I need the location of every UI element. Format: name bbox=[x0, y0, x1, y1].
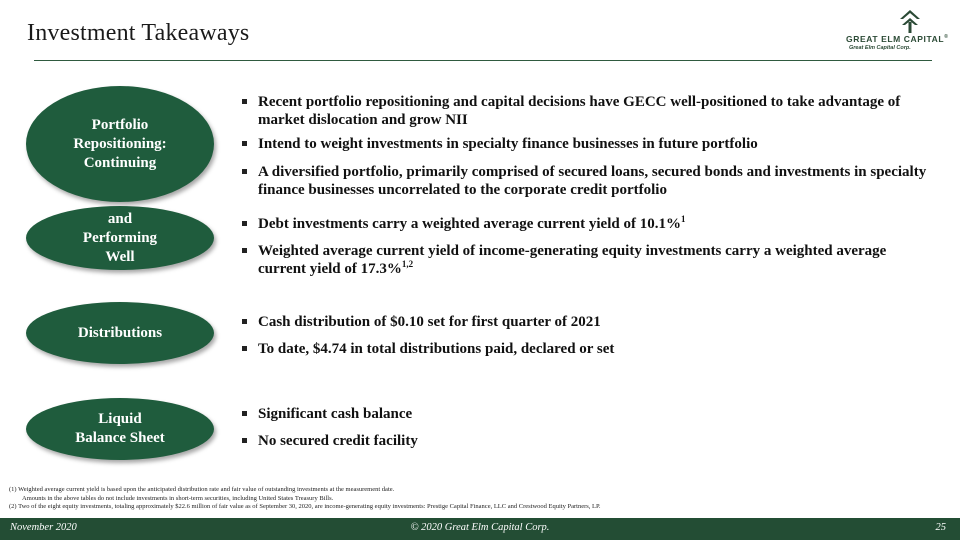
bullet-item: No secured credit facility bbox=[240, 432, 930, 450]
footnote-1-continued: Amounts in the above tables do not include investments in short-term securities, including United States Treasury Bills. bbox=[22, 494, 334, 502]
oval-label: and Performing Well bbox=[82, 210, 158, 265]
footer-copyright: © 2020 Great Elm Capital Corp. bbox=[410, 522, 550, 533]
title-divider bbox=[34, 60, 932, 61]
footnotes bbox=[9, 486, 949, 512]
performing-well-oval bbox=[26, 206, 214, 270]
elm-chevron-logo-icon bbox=[898, 8, 922, 34]
page-title: Investment Takeaways bbox=[27, 20, 250, 46]
oval-label: Liquid Balance Sheet bbox=[75, 411, 165, 446]
logo-subtitle: Great Elm Capital Corp. bbox=[849, 45, 911, 51]
logo-wordmark: GREAT ELM CAPITAL® bbox=[846, 34, 949, 44]
bullet-item: Intend to weight investments in specialty finance businesses in future portfolio bbox=[240, 135, 930, 153]
bullet-item: Cash distribution of $0.10 set for first quarter of 2021 bbox=[240, 313, 930, 331]
footnote-1: (1) Weighted average current yield is based upon the anticipated distribution rate and fair value of outstanding investments at the measurement date. bbox=[9, 486, 395, 493]
oval-label: Distributions bbox=[77, 324, 163, 341]
footer-bar bbox=[0, 518, 960, 540]
bullet-item: Debt investments carry a weighted average current yield of 10.1%$^1$ bbox=[240, 215, 930, 233]
footer-date: November 2020 bbox=[10, 522, 77, 533]
footnote-2: (2) Two of the eight equity investments, totaling approximately $22.6 million of fair value as of September 30, 2020, are income-generating equity investments: Prestige Capital Finance, LLC and Crestwood Equity Partners, LP. bbox=[9, 503, 601, 510]
distributions-oval bbox=[26, 302, 214, 364]
performing-bullets bbox=[240, 215, 930, 278]
distribution-bullets bbox=[240, 313, 930, 358]
liquid-balance-sheet-oval bbox=[26, 398, 214, 460]
bullet-item: Weighted average current yield of income-generating equity investments carry a weighted average current yield of 17.3%$^{1,2}$ bbox=[240, 242, 930, 278]
company-logo bbox=[846, 8, 956, 54]
liquidity-bullets bbox=[240, 405, 930, 450]
bullet-item: To date, $4.74 in total distributions paid, declared or set bbox=[240, 340, 930, 358]
oval-label: Portfolio Repositioning: Continuing bbox=[73, 116, 167, 171]
portfolio-bullets bbox=[240, 93, 930, 199]
page-number: 25 bbox=[935, 522, 946, 533]
bullet-item: Significant cash balance bbox=[240, 405, 930, 423]
bullet-item: Recent portfolio repositioning and capital decisions have GECC well-positioned to take advantage of market dislocation and grow NII bbox=[240, 93, 930, 129]
portfolio-repositioning-oval bbox=[26, 86, 214, 202]
bullet-item: A diversified portfolio, primarily comprised of secured loans, secured bonds and investments in specialty finance businesses uncorrelated to the corporate credit portfolio bbox=[240, 163, 930, 199]
